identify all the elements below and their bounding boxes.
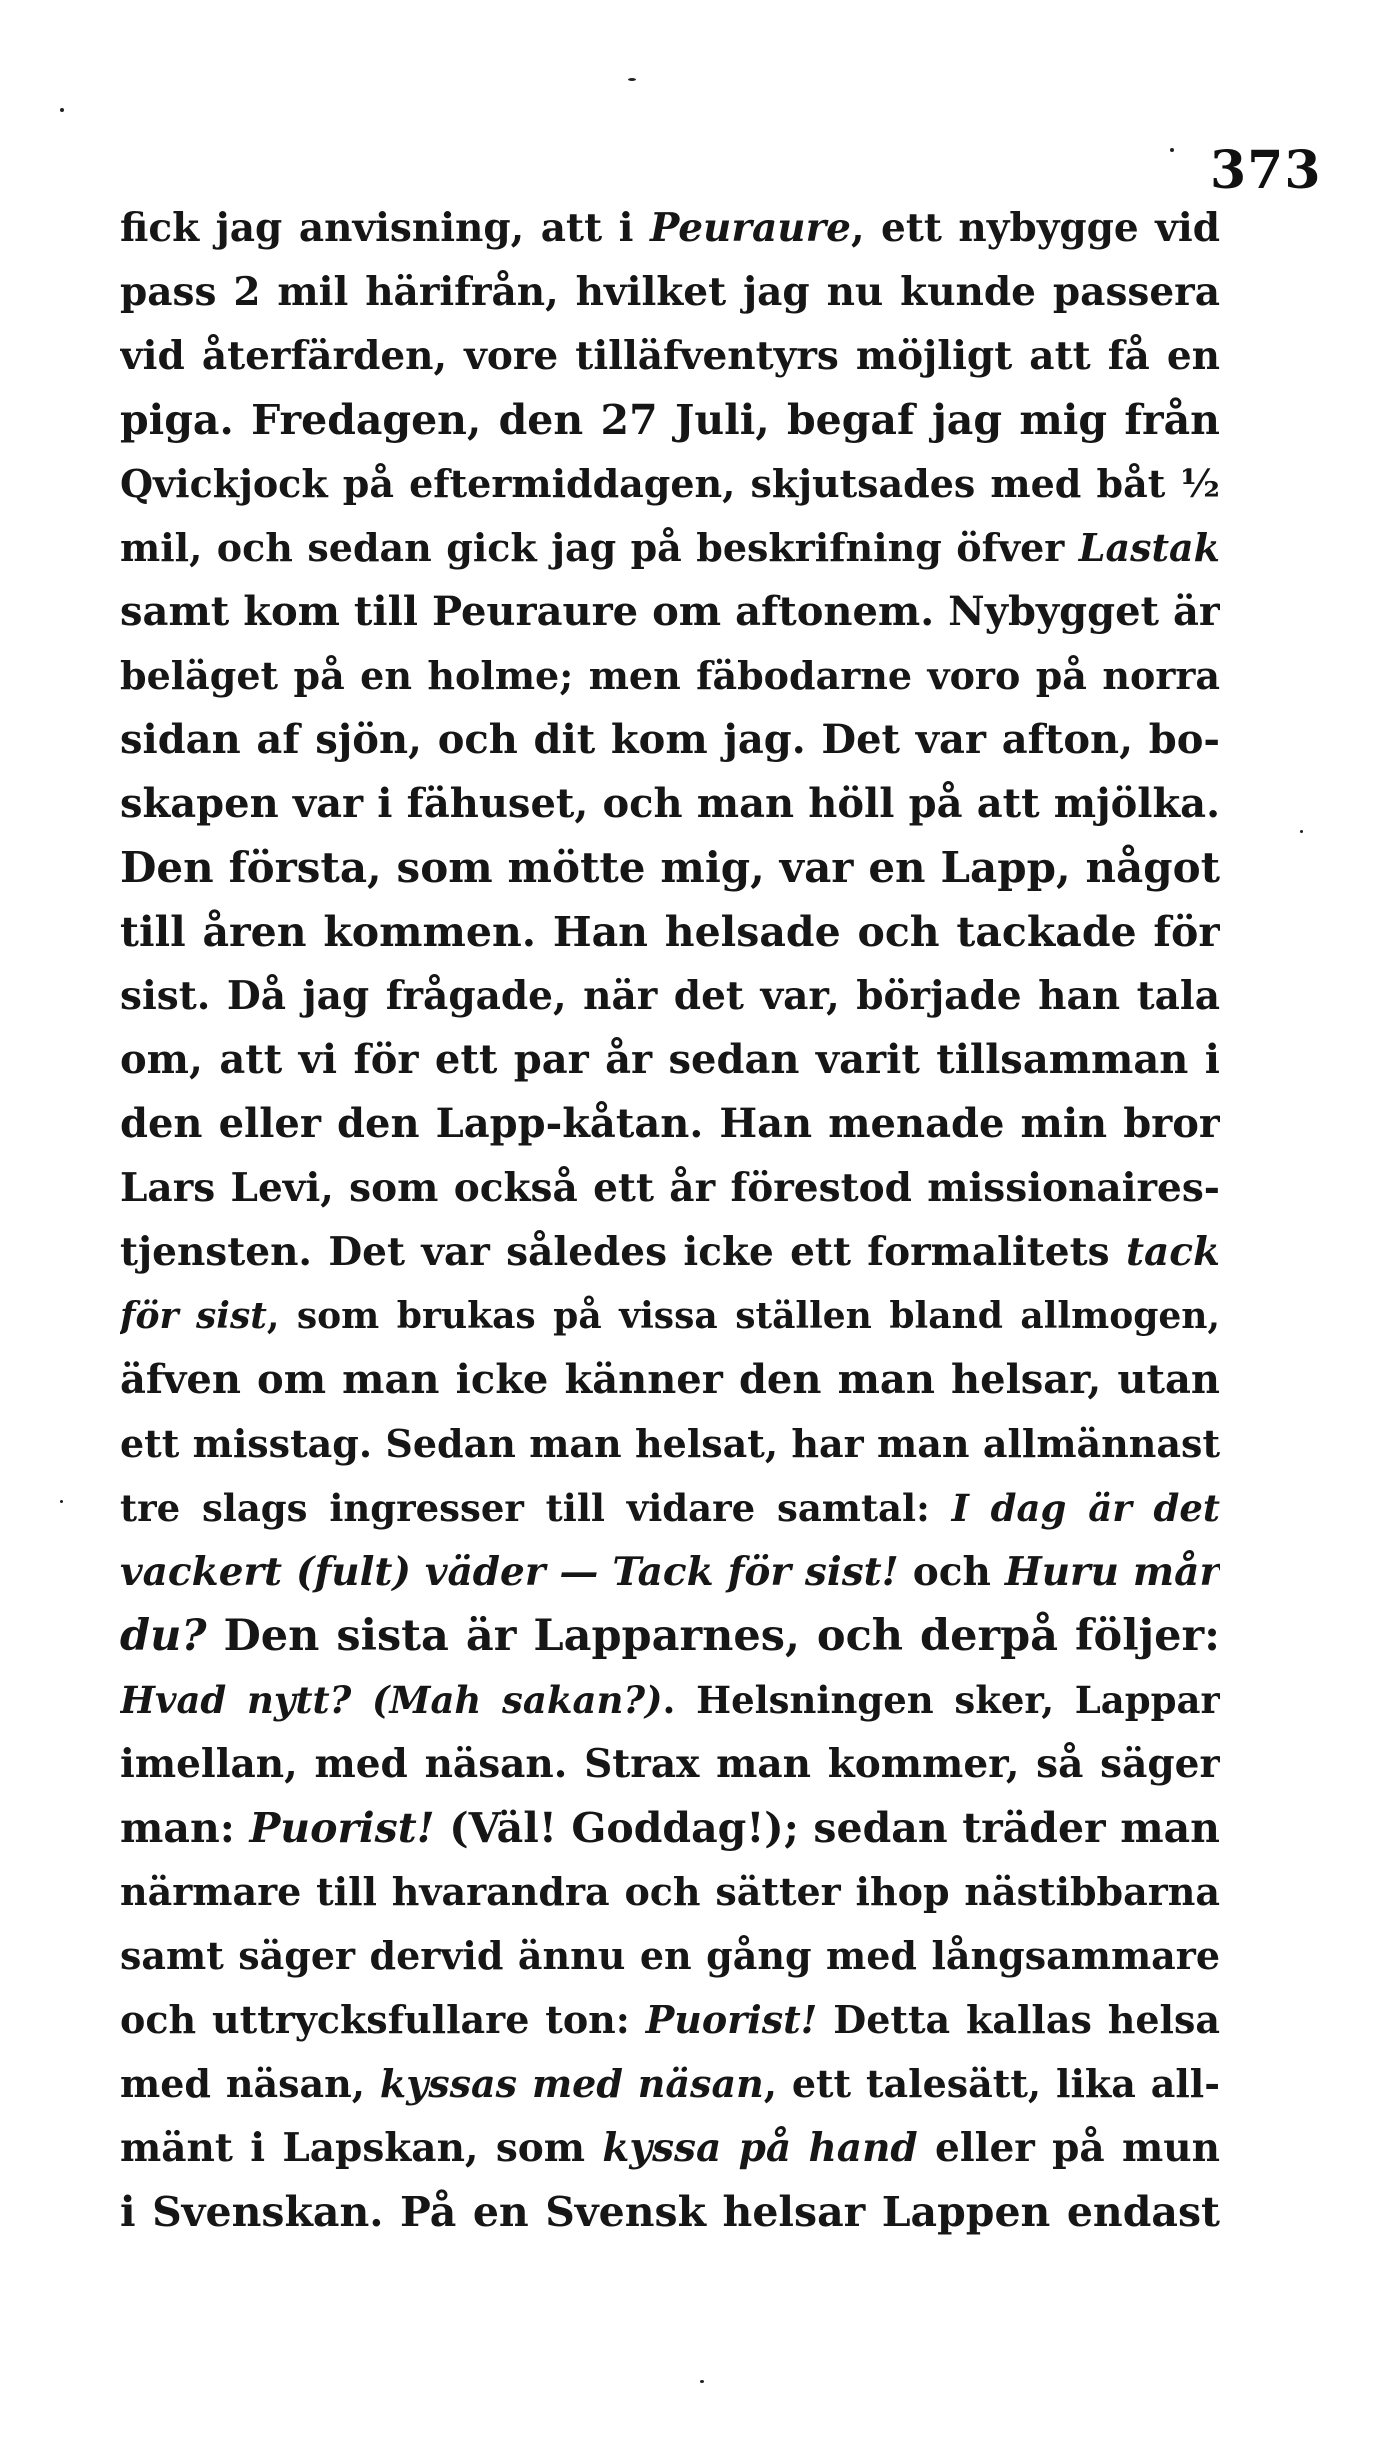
italic-text: I dag är det — [951, 1486, 1220, 1530]
text-segment: Den sista är Lapparnes, och derpå följer: — [206, 1611, 1220, 1661]
body-text — [120, 196, 1220, 2244]
text-segment: fick jag anvisning, att i — [120, 205, 650, 251]
text-segment: om, att vi för ett par år sedan varit tillsamman i — [120, 1036, 1220, 1083]
text-line — [120, 1540, 1220, 1604]
text-segment: skapen var i fähuset, och man höll på att mjölka. — [120, 780, 1220, 827]
scan-speck — [1170, 148, 1174, 152]
text-segment: ett misstag. Sedan man helsat, har man allmännast — [120, 1421, 1220, 1466]
text-segment: , ett talesätt, lika all- — [763, 2061, 1220, 2106]
text-line — [120, 260, 1220, 324]
italic-text: Hvad nytt? (Mah sakan?) — [120, 1678, 663, 1722]
text-segment: samt kom till Peuraure om aftonem. Nybygget är — [120, 588, 1220, 635]
text-segment: och uttrycksfullare ton: — [120, 1997, 646, 2042]
page-number: 373 — [1210, 140, 1322, 201]
text-segment: samt säger dervid ännu en gång med långsammare — [120, 1933, 1220, 1978]
text-segment: mil, och sedan gick jag på beskrifning öfver — [120, 525, 1079, 570]
text-segment: äfven om man icke känner den man helsar, utan — [120, 1356, 1220, 1403]
text-segment: , ett nybygge vid — [850, 205, 1220, 251]
text-segment: sidan af sjön, och dit kom jag. Det var afton, bo- — [120, 716, 1220, 763]
scan-speck — [60, 1500, 63, 1503]
text-segment: i Svenskan. På en Svensk helsar Lappen endast — [120, 2188, 1220, 2236]
italic-text: tack — [1125, 1229, 1220, 1275]
text-line — [120, 2052, 1220, 2116]
text-segment: . Helsningen sker, Lappar — [662, 1678, 1220, 1722]
text-segment: närmare till hvarandra och sätter ihop nästibbarna — [120, 1869, 1220, 1914]
text-segment: och — [898, 1549, 1005, 1595]
text-segment: eller på mun — [917, 2125, 1220, 2171]
text-line — [120, 1348, 1220, 1412]
italic-text: Puorist! — [645, 1997, 818, 2042]
text-segment: sist. Då jag frågade, när det var, började han tala — [120, 973, 1220, 1019]
text-line — [120, 1284, 1220, 1348]
text-segment: Lars Levi, som också ett år förestod missionaires- — [120, 1165, 1220, 1211]
text-segment: Detta kallas helsa — [817, 1997, 1220, 2042]
text-line — [120, 1668, 1220, 1732]
text-line — [120, 1988, 1220, 2052]
italic-text: kyssa på hand — [602, 2125, 918, 2171]
text-segment: beläget på en holme; men fäbodarne voro på norra — [120, 653, 1220, 698]
scan-speck — [628, 78, 636, 81]
italic-text: Huru mår — [1004, 1549, 1220, 1595]
text-line — [120, 1796, 1220, 1860]
text-line — [120, 1156, 1220, 1220]
text-line — [120, 196, 1220, 260]
italic-text: Puorist! — [249, 1804, 435, 1852]
text-line — [120, 1732, 1220, 1796]
scan-speck — [700, 2380, 704, 2383]
text-segment: med näsan, — [120, 2061, 380, 2106]
text-segment: till åren kommen. Han helsade och tackade för — [120, 908, 1220, 956]
text-segment: pass 2 mil härifrån, hvilket jag nu kunde passera — [120, 269, 1220, 315]
text-line — [120, 708, 1220, 772]
italic-text: Lastak — [1078, 525, 1220, 570]
text-line — [120, 644, 1220, 708]
text-line — [120, 1028, 1220, 1092]
text-line — [120, 388, 1220, 452]
italic-text: för sist — [120, 1295, 267, 1337]
text-segment: , som brukas på vissa ställen bland allmogen, — [266, 1295, 1220, 1337]
text-segment: mänt i Lapskan, som — [120, 2125, 603, 2171]
text-segment: (Väl! Goddag!); sedan träder man — [434, 1804, 1220, 1852]
text-segment: Qvickjock på eftermiddagen, skjutsades med båt ½ — [120, 461, 1220, 506]
text-line — [120, 1924, 1220, 1988]
text-line — [120, 1412, 1220, 1476]
text-line — [120, 516, 1220, 580]
text-line — [120, 2116, 1220, 2180]
italic-text: vackert (fult) väder — Tack för sist! — [120, 1549, 899, 1595]
text-segment: Den första, som mötte mig, var en Lapp, något — [120, 843, 1220, 892]
text-line — [120, 452, 1220, 516]
text-line — [120, 900, 1220, 964]
text-line — [120, 1476, 1220, 1540]
italic-text: Peuraure — [649, 205, 851, 251]
text-line — [120, 324, 1220, 388]
text-line — [120, 1092, 1220, 1156]
italic-text: du? — [120, 1611, 207, 1661]
italic-text: kyssas med näsan — [379, 2061, 764, 2106]
scan-speck — [1300, 830, 1303, 833]
text-segment: piga. Fredagen, den 27 Juli, begaf jag mig från — [120, 396, 1220, 444]
text-segment: man: — [120, 1804, 250, 1852]
text-line — [120, 1220, 1220, 1284]
text-segment: tjensten. Det var således icke ett formalitets — [120, 1229, 1126, 1275]
text-segment: vid återfärden, vore tilläfventyrs möjligt att få en — [120, 333, 1220, 379]
text-segment: den eller den Lapp-kåtan. Han menade min bror — [120, 1100, 1220, 1147]
text-line — [120, 580, 1220, 644]
text-line — [120, 1604, 1220, 1668]
text-line — [120, 772, 1220, 836]
text-segment: imellan, med näsan. Strax man kommer, så säger — [120, 1741, 1220, 1787]
text-segment: tre slags ingresser till vidare samtal: — [120, 1486, 952, 1530]
text-line — [120, 836, 1220, 900]
scan-speck — [60, 108, 64, 112]
text-line — [120, 2180, 1220, 2244]
text-line — [120, 1860, 1220, 1924]
text-line — [120, 964, 1220, 1028]
